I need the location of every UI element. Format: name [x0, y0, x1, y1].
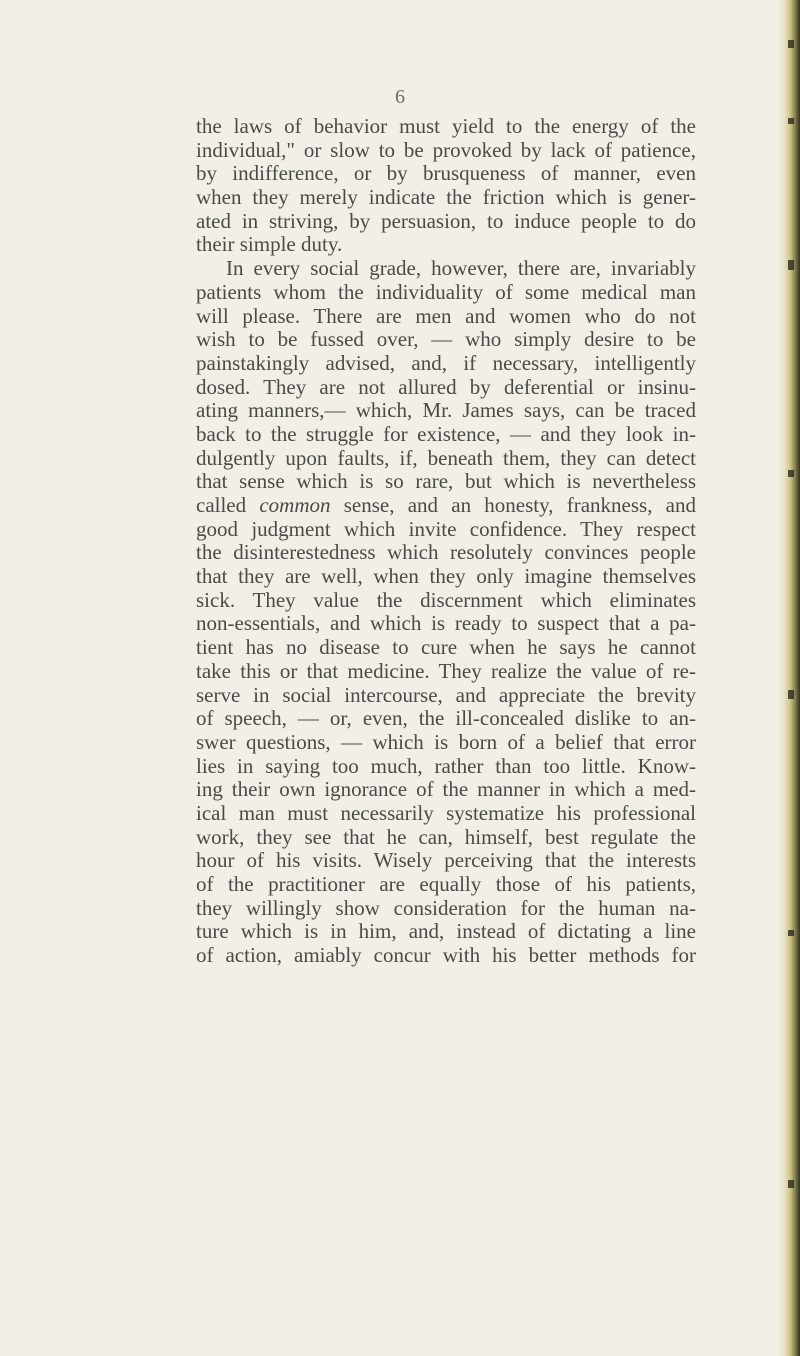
- text-line: sick. They value the discernment which eliminates: [196, 587, 696, 612]
- text-line: ing their own ignorance of the manner in which a med-: [196, 777, 696, 802]
- paragraph-start-line: In every social grade, however, there are, invariably: [226, 256, 696, 281]
- text-line: by indifference, or by brusqueness of manner, even: [196, 161, 696, 186]
- text-line: non-essentials, and which is ready to suspect that a pa-: [196, 611, 696, 636]
- body-text: [196, 115, 696, 968]
- text-line: they willingly show consideration for the human na-: [196, 895, 696, 920]
- text-line: hour of his visits. Wisely perceiving that the interests: [196, 848, 696, 873]
- page-number: 6: [395, 86, 405, 108]
- text-line: dosed. They are not allured by deferential or insinu-: [196, 374, 696, 399]
- text-line: dulgently upon faults, if, beneath them, they can detect: [196, 445, 696, 470]
- text-line: swer questions, — which is born of a belief that error: [196, 729, 696, 754]
- text-line: will please. There are men and women who do not: [196, 303, 696, 328]
- text-line: that sense which is so rare, but which is nevertheless: [196, 469, 696, 494]
- text-line: back to the struggle for existence, — and they look in-: [196, 421, 696, 446]
- text-line: ated in striving, by persuasion, to induce people to do: [196, 208, 696, 233]
- text-line: good judgment which invite confidence. They respect: [196, 516, 696, 541]
- text-line: individual," or slow to be provoked by lack of patience,: [196, 137, 696, 162]
- text-line: of action, amiably concur with his better methods for: [196, 943, 696, 968]
- text-line: wish to be fussed over, — who simply desire to be: [196, 327, 696, 352]
- text-line: of the practitioner are equally those of his patients,: [196, 872, 696, 896]
- text-line: of speech, — or, even, the ill-concealed dislike to an-: [196, 706, 696, 731]
- text-line: ical man must necessarily systematize his professional: [196, 800, 696, 825]
- text-line: take this or that medicine. They realize the value of re-: [196, 658, 696, 683]
- text-line: lies in saying too much, rather than too little. Know-: [196, 753, 696, 778]
- text-line: when they merely indicate the friction which is gener-: [196, 185, 696, 210]
- italic-word: common: [259, 493, 331, 517]
- text-line: the laws of behavior must yield to the energy of the: [196, 114, 696, 138]
- text-line: painstakingly advised, and, if necessary, intelligently: [196, 350, 696, 375]
- text-line: their simple duty.: [196, 232, 343, 257]
- text-line: that they are well, when they only imagine themselves: [196, 564, 696, 589]
- text-line: the disinterestedness which resolutely convinces people: [196, 540, 696, 565]
- text-line: ture which is in him, and, instead of dictating a line: [196, 919, 696, 944]
- text-line: tient has no disease to cure when he says he cannot: [196, 635, 696, 660]
- text-line-with-italic: called common sense, and an honesty, frankness, and: [196, 493, 696, 517]
- page-edge-shadow: [778, 0, 800, 1356]
- text-line: serve in social intercourse, and appreciate the brevity: [196, 682, 696, 707]
- text-line: work, they see that he can, himself, best regulate the: [196, 824, 696, 849]
- text-line: ating manners,— which, Mr. James says, can be traced: [196, 398, 696, 423]
- text-line: patients whom the individuality of some medical man: [196, 279, 696, 304]
